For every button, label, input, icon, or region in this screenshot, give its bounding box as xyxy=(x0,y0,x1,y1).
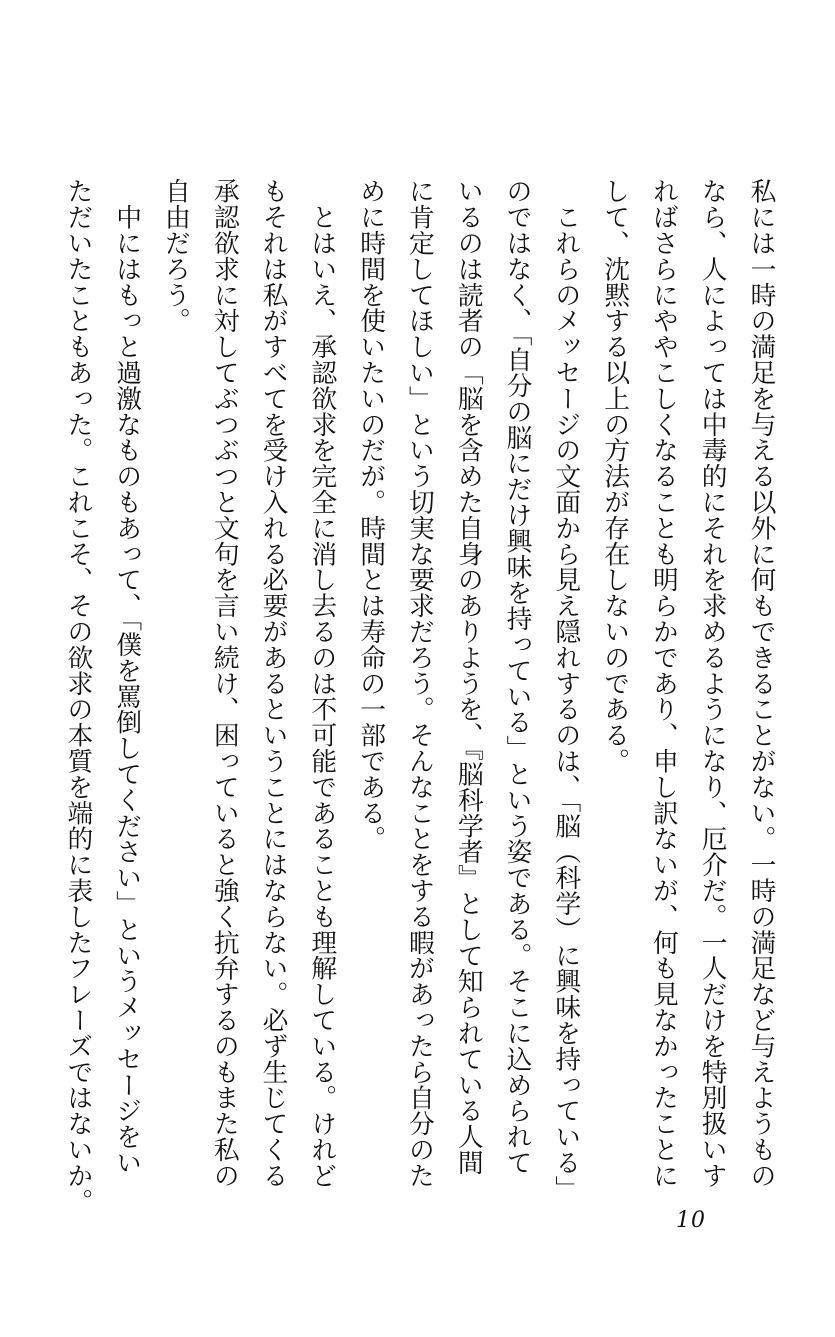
text-line-13: 自由だろう。 xyxy=(160,178,191,334)
text-line-12: 承認欲求に対してぶつぶつと文句を言い続け、困っていると強く抗弁するのもまた私の xyxy=(209,178,240,1189)
text-line-10: とはいえ、承認欲求を完全に消し去るのは不可能であることも理解している。けれど xyxy=(306,178,337,1189)
text-line-14: 中にはもっと過激なものもあって、「僕を罵倒してください」というメッセージをい xyxy=(111,178,142,1176)
text-line-1: 私には一時の満足を与える以外に何もできることがない。一時の満足など与えようもの xyxy=(746,178,776,1189)
text-line-15: ただいたこともあった。これこそ、その欲求の本質を端的に表したフレーズではないか。 xyxy=(62,178,93,1214)
text-line-9: めに時間を使いたいのだが。時間とは寿命の一部である。 xyxy=(355,178,386,852)
text-line-6: のではなく、「自分の脳にだけ興味を持っている」という姿である。そこに込められて xyxy=(502,178,533,1176)
text-line-11: もそれは私がすべてを受け入れる必要があるということにはならない。必ず生じてくる xyxy=(258,178,289,1189)
text-line-2: なら、人によっては中毒的にそれを求めるようになり、厄介だ。一人だけを特別扱いす xyxy=(697,178,728,1189)
page-number: 10 xyxy=(676,1208,706,1233)
text-line-4: して、沈黙する以上の方法が存在しないのである。 xyxy=(599,178,630,774)
text-line-5: これらのメッセージの文面から見え隠れするのは、「脳（科学）に興味を持っている」 xyxy=(550,178,581,1202)
text-line-8: に肯定してほしい」という切実な要求だろう。そんなことをする暇があったら自分のた xyxy=(404,178,435,1189)
text-line-7: いるのは読者の「脳を含めた自身のありようを、『脳科学者』として知られている人間 xyxy=(453,178,484,1176)
body-text xyxy=(53,178,785,1220)
text-line-3: ればさらにややこしくなることも明らかであり、申し訳ないが、何も見なかったことに xyxy=(648,178,679,1189)
